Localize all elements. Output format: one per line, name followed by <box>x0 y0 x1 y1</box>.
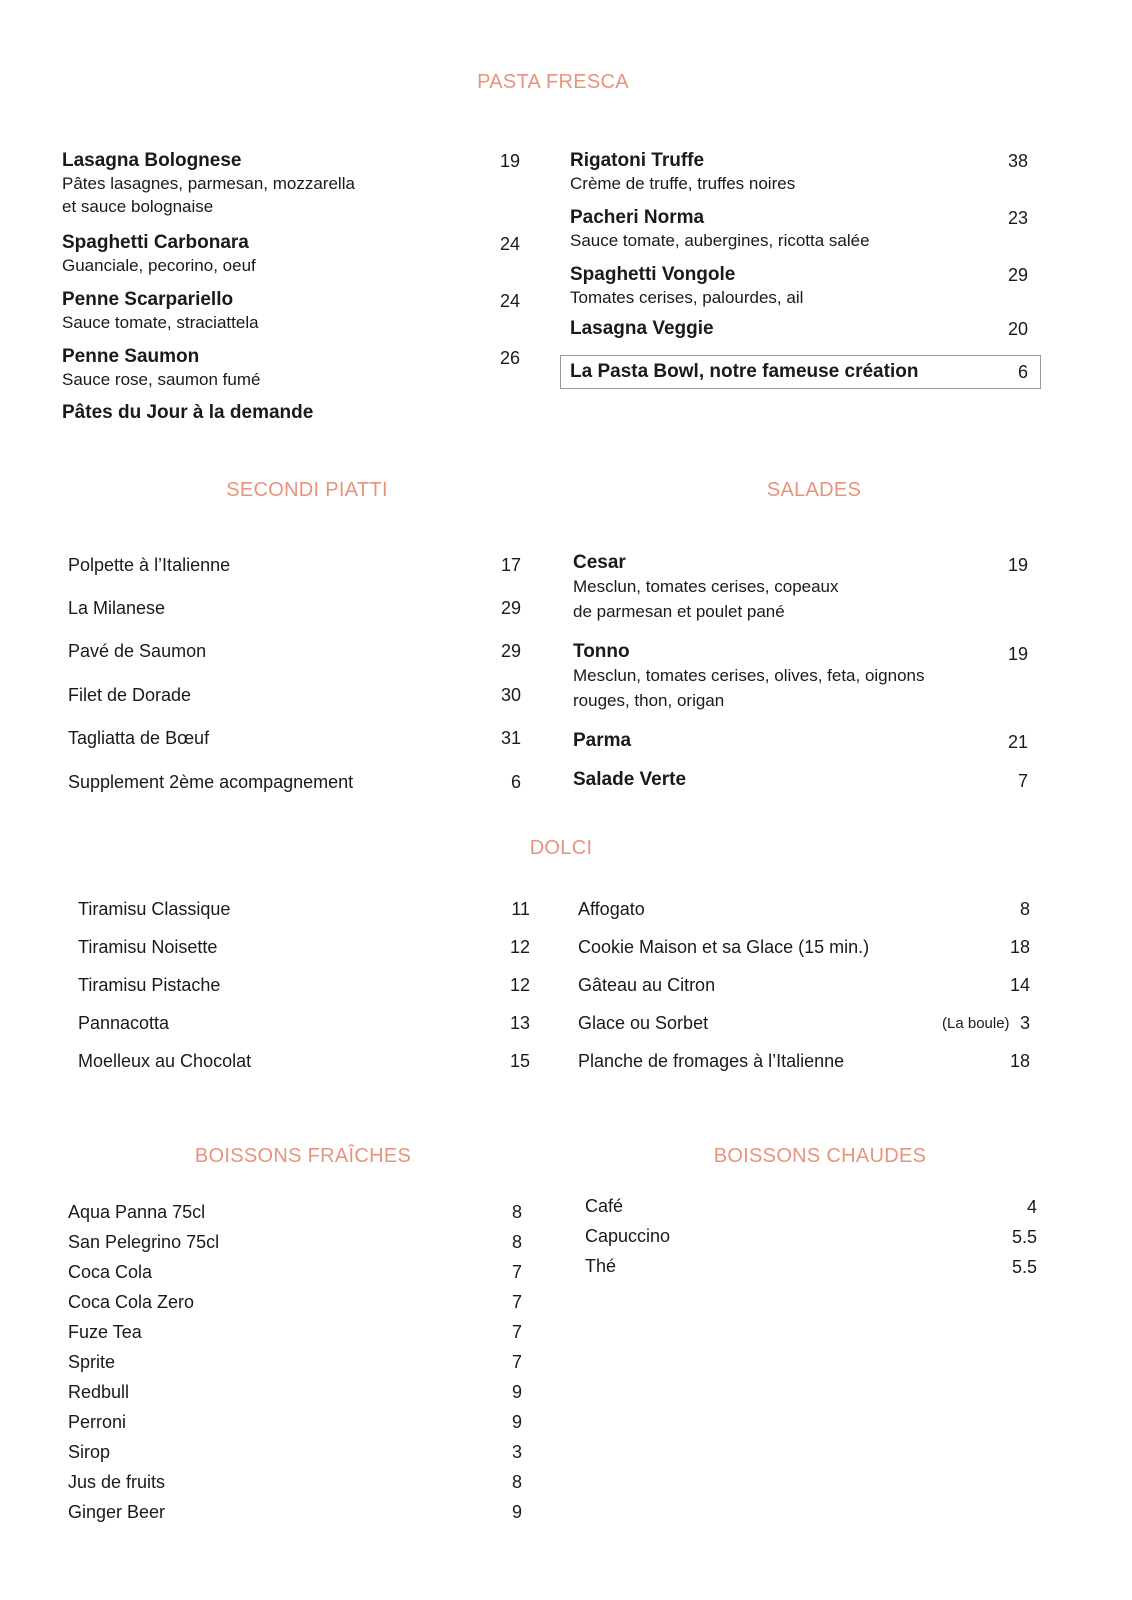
item-price: 19 <box>1007 555 1028 575</box>
item-price: 7 <box>511 1262 522 1282</box>
item-price: 29 <box>500 641 521 661</box>
menu-item: Affogato <box>578 899 645 919</box>
item-description: Crème de truffe, truffes noires <box>570 174 796 193</box>
item-price: 8 <box>1019 899 1030 919</box>
item-description: et sauce bolognaise <box>62 197 214 216</box>
item-price: 29 <box>500 598 521 618</box>
drink-item: Fuze Tea <box>68 1322 142 1342</box>
menu-item <box>573 641 925 713</box>
item-name: Penne Scarpariello <box>62 289 234 310</box>
item-name: Penne Saumon <box>62 346 200 367</box>
item-price: 21 <box>1007 732 1028 752</box>
menu-item: Tagliatta de Bœuf <box>68 728 210 748</box>
menu-item: Pavé de Saumon <box>68 641 207 661</box>
menu-item: Tiramisu Pistache <box>78 975 221 995</box>
item-price: 7 <box>511 1292 522 1312</box>
menu-item: Gâteau au Citron <box>578 975 716 995</box>
menu-item <box>573 769 686 791</box>
item-description: Mesclun, tomates cerises, olives, feta, oignons <box>573 666 925 685</box>
drink-item: Perroni <box>68 1412 127 1432</box>
item-price: 7 <box>511 1322 522 1342</box>
drink-item: Thé <box>585 1256 617 1276</box>
drink-item: Ginger Beer <box>68 1502 166 1522</box>
item-price: 4 <box>1026 1197 1037 1217</box>
drink-item: San Pelegrino 75cl <box>68 1232 220 1252</box>
item-name: Pacheri Norma <box>570 207 705 228</box>
menu-item: Pannacotta <box>78 1013 170 1033</box>
item-price: 17 <box>500 555 521 575</box>
item-price: 7 <box>1017 771 1028 791</box>
menu-item: Planche de fromages à l’Italienne <box>578 1051 845 1071</box>
item-name: Spaghetti Carbonara <box>62 232 249 253</box>
menu-item: Moelleux au Chocolat <box>78 1051 252 1071</box>
item-description: Tomates cerises, palourdes, ail <box>570 288 804 307</box>
item-price: 6 <box>510 772 521 792</box>
menu-item <box>62 150 355 218</box>
item-price: 30 <box>500 685 521 705</box>
menu-item <box>570 264 803 309</box>
menu-item: Supplement 2ème acompagnement <box>68 772 354 792</box>
item-price: 7 <box>511 1352 522 1372</box>
item-price: 8 <box>511 1232 522 1252</box>
item-name: Tonno <box>573 641 630 662</box>
item-name: Lasagna Bolognese <box>62 150 242 171</box>
item-name: Spaghetti Vongole <box>570 264 736 285</box>
item-name: Rigatoni Truffe <box>570 150 705 171</box>
item-price: 31 <box>500 728 521 748</box>
menu-item <box>573 552 839 624</box>
item-price: 5.5 <box>1011 1257 1037 1277</box>
menu-item: Cookie Maison et sa Glace (15 min.) <box>578 937 870 957</box>
menu-item <box>570 318 714 340</box>
item-price: 9 <box>511 1502 522 1522</box>
menu-item <box>62 402 313 424</box>
item-description: Mesclun, tomates cerises, copeaux <box>573 577 839 596</box>
item-price: 18 <box>1009 1051 1030 1071</box>
section-title-boissons-chaudes: BOISSONS CHAUDES <box>713 1145 927 1167</box>
featured-item-price: 6 <box>1017 362 1028 382</box>
menu-item: Filet de Dorade <box>68 685 192 705</box>
menu-item <box>62 232 256 277</box>
item-price: 23 <box>1007 208 1028 228</box>
item-price: 24 <box>499 291 520 311</box>
drink-item: Café <box>585 1196 624 1216</box>
menu-item: Tiramisu Classique <box>78 899 231 919</box>
menu-item: Tiramisu Noisette <box>78 937 218 957</box>
item-price: 12 <box>509 937 530 957</box>
item-price: 19 <box>1007 644 1028 664</box>
menu-item: Polpette à l’Italienne <box>68 555 231 575</box>
item-price: 24 <box>499 234 520 254</box>
item-price: 38 <box>1007 151 1028 171</box>
item-price: 9 <box>511 1382 522 1402</box>
drink-item: Redbull <box>68 1382 130 1402</box>
item-price: 14 <box>1009 975 1030 995</box>
item-name: Cesar <box>573 552 626 573</box>
item-note: (La boule) <box>942 1015 1010 1032</box>
menu-item <box>62 346 260 391</box>
item-price: 11 <box>511 899 530 919</box>
section-title-dolci: DOLCI <box>529 837 593 859</box>
item-price: 9 <box>511 1412 522 1432</box>
section-title-secondi-piatti: SECONDI PIATTI <box>226 479 388 501</box>
drink-item: Sirop <box>68 1442 111 1462</box>
item-price: 3 <box>511 1442 522 1462</box>
item-name: Parma <box>573 730 632 751</box>
section-title-salades: SALADES <box>766 479 862 501</box>
featured-item-name <box>570 361 918 383</box>
item-description: Sauce tomate, straciattela <box>62 313 259 332</box>
drink-item: Coca Cola Zero <box>68 1292 195 1312</box>
item-price: 29 <box>1007 265 1028 285</box>
item-price: 18 <box>1009 937 1030 957</box>
item-description: Pâtes lasagnes, parmesan, mozzarella <box>62 174 355 193</box>
item-name: Pâtes du Jour à la demande <box>62 402 314 423</box>
menu-item <box>573 730 631 752</box>
section-title-pasta-fresca: PASTA FRESCA <box>477 71 629 93</box>
drink-item: Capuccino <box>585 1226 671 1246</box>
drink-item: Aqua Panna 75cl <box>68 1202 206 1222</box>
item-price: 26 <box>499 348 520 368</box>
item-price: 19 <box>499 151 520 171</box>
item-description: de parmesan et poulet pané <box>573 602 785 621</box>
item-description: Guanciale, pecorino, oeuf <box>62 256 256 275</box>
menu-item: La Milanese <box>68 598 166 618</box>
menu-item <box>62 289 259 334</box>
item-price: 8 <box>511 1202 522 1222</box>
item-description: rouges, thon, origan <box>573 691 725 710</box>
item-name: La Pasta Bowl, notre fameuse création <box>570 361 919 382</box>
drink-item: Jus de fruits <box>68 1472 166 1492</box>
item-name: Salade Verte <box>573 769 687 790</box>
item-description: Sauce rose, saumon fumé <box>62 370 261 389</box>
item-price: 3 <box>1019 1013 1030 1033</box>
item-price: 12 <box>509 975 530 995</box>
item-price: 15 <box>509 1051 530 1071</box>
item-price: 13 <box>509 1013 530 1033</box>
drink-item: Coca Cola <box>68 1262 153 1282</box>
menu-item <box>570 207 870 252</box>
menu-item: Glace ou Sorbet <box>578 1013 709 1033</box>
item-price: 20 <box>1007 319 1028 339</box>
drink-item: Sprite <box>68 1352 116 1372</box>
section-title-boissons-fraiches: BOISSONS FRAÎCHES <box>194 1145 412 1167</box>
menu-item <box>570 150 795 195</box>
item-price: 8 <box>511 1472 522 1492</box>
item-price: 5.5 <box>1011 1227 1037 1247</box>
item-description: Sauce tomate, aubergines, ricotta salée <box>570 231 870 250</box>
item-name: Lasagna Veggie <box>570 318 714 339</box>
